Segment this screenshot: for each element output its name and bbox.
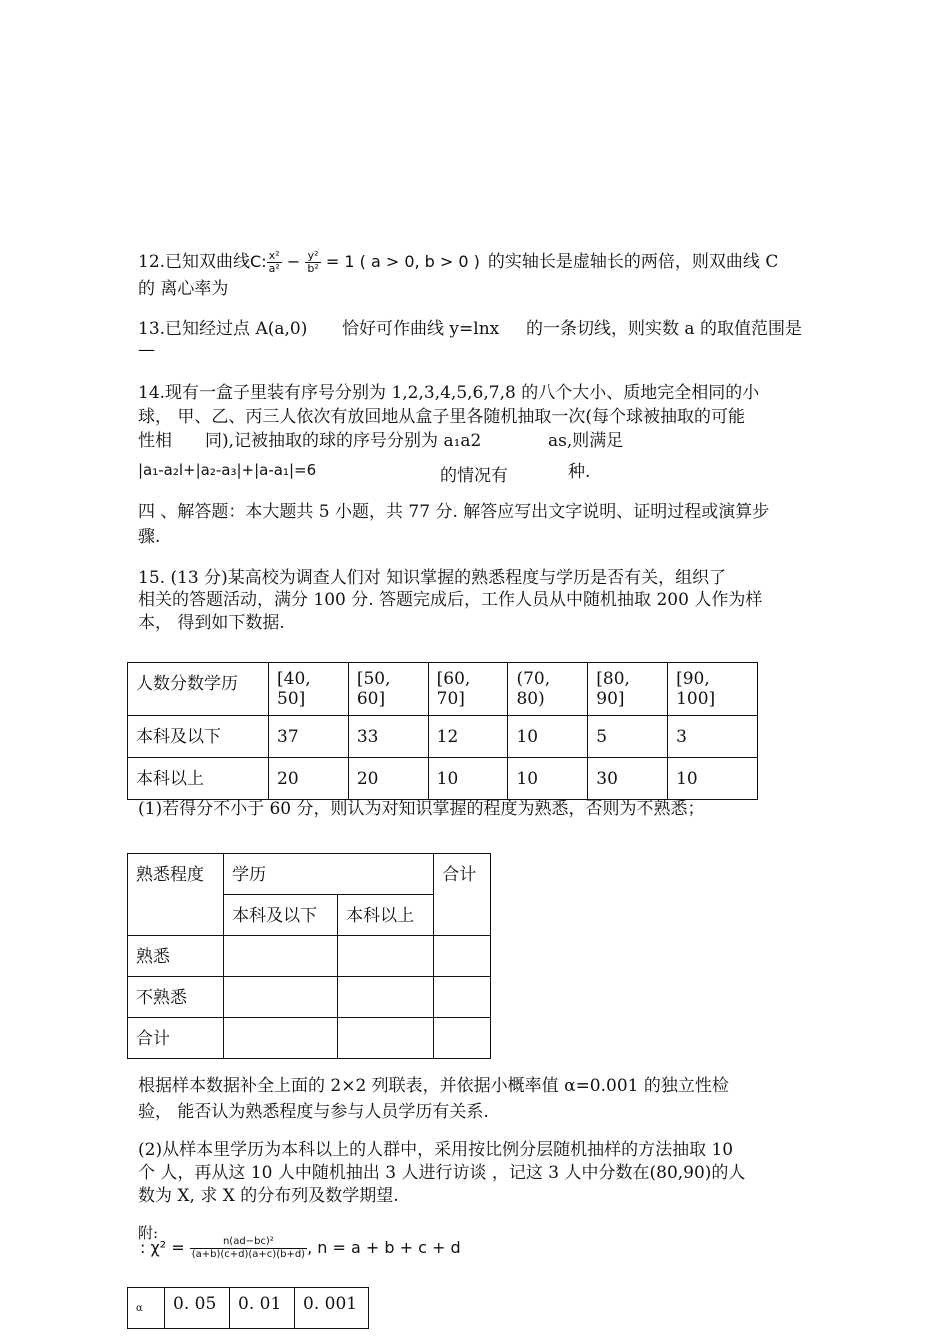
contingency-table — [127, 853, 491, 1059]
table-cell: [90, 100] — [668, 663, 758, 716]
chi-suffix: , n = a + b + c + d — [307, 1238, 461, 1257]
q13-part3: 的一条切线，则实数 a 的取值范围是 — [526, 319, 802, 339]
table-cell: 10 — [428, 758, 508, 800]
q13-blank: — — [138, 340, 155, 360]
table-cell: [80, 90] — [588, 663, 668, 716]
part2-line3: 数为 X, 求 X 的分布列及数学期望. — [138, 1186, 399, 1206]
table-cell: 0. 05 — [165, 1288, 230, 1329]
q12-line2: 的 离心率为 — [138, 279, 229, 299]
part2-line1: (2)从样本里学历为本科以上的人群中，采用按比例分层随机抽样的方法抽取 10 — [138, 1140, 734, 1160]
table-cell: 本科以上 — [128, 758, 269, 800]
table-row — [128, 663, 758, 716]
q15-line3: 本， 得到如下数据. — [138, 613, 285, 633]
table-cell: 33 — [348, 716, 428, 758]
table-cell — [224, 1018, 338, 1059]
chi-prefix: : χ² = — [140, 1238, 185, 1257]
part1-after-line1: 根据样本数据补全上面的 2×2 列联表，并依据小概率值 α=0.001 的独立性检 — [138, 1076, 729, 1096]
score-table — [127, 662, 758, 800]
part1-after-line2: 验， 能否认为熟悉程度与参与人员学历有关系. — [138, 1102, 489, 1122]
table-cell: 0. 001 — [295, 1288, 369, 1329]
table-row — [128, 1288, 369, 1329]
table-cell: 熟悉程度 — [128, 854, 224, 936]
q14-expr: |a₁-a₂l+|a₂-a₃|+|a-a₁|=6 — [138, 461, 317, 479]
table-row — [128, 716, 758, 758]
table-cell: 本科及以下 — [128, 716, 269, 758]
table-cell: 10 — [508, 758, 588, 800]
q14-line1: 14.现有一盒子里装有序号分别为 1,2,3,4,5,6,7,8 的八个大小、质地完全相同的小 — [138, 383, 760, 403]
table-cell: [50, 60] — [348, 663, 428, 716]
table-cell: 学历 — [224, 854, 434, 895]
part1-text: (1)若得分不小于 60 分，则认为对知识掌握的程度为熟悉，否则为不熟悉； — [138, 799, 705, 819]
table-cell — [224, 936, 338, 977]
table-cell — [338, 1018, 434, 1059]
table-cell: 30 — [588, 758, 668, 800]
q15-line1: 15. (13 分)某高校为调查人们对 知识掌握的熟悉程度与学历是否有关，组织了 — [138, 568, 727, 588]
table-cell: (70, 80) — [508, 663, 588, 716]
table-cell — [434, 1018, 491, 1059]
table-cell: 12 — [428, 716, 508, 758]
table-row — [128, 854, 491, 895]
table-cell: 10 — [668, 758, 758, 800]
q12-suffix: 的实轴长是虚轴长的两倍，则双曲线 C — [487, 252, 779, 272]
q15-line2: 相关的答题活动，满分 100 分. 答题完成后，工作人员从中随机抽取 200 人作为样 — [138, 590, 763, 610]
table-cell: 人数分数学历 — [128, 663, 269, 716]
table-row — [128, 936, 491, 977]
table-cell — [338, 936, 434, 977]
q14-line3c: as,则满足 — [548, 431, 624, 451]
section4-line2: 骤. — [138, 527, 161, 547]
table-cell — [434, 936, 491, 977]
table-cell: 10 — [508, 716, 588, 758]
table-cell — [434, 977, 491, 1018]
table-cell: 37 — [269, 716, 349, 758]
table-cell: 5 — [588, 716, 668, 758]
q14-unit: 种. — [568, 462, 591, 482]
q13-part1: 13.已知经过点 A(a,0) — [138, 319, 308, 339]
table-row — [128, 1018, 491, 1059]
table-cell: 本科及以下 — [224, 895, 338, 936]
table-cell: 3 — [668, 716, 758, 758]
chi-square-formula — [140, 1236, 461, 1261]
table-cell: 熟悉 — [128, 936, 224, 977]
table-cell: 合计 — [434, 854, 491, 936]
q14-line3a: 性相 — [138, 431, 172, 451]
part2-line2: 个 人，再从这 10 人中随机抽出 3 人进行访谈 ，记这 3 人中分数在(80,90)的人 — [138, 1163, 746, 1183]
table-cell: 0. 01 — [230, 1288, 295, 1329]
section4-line1: 四 、解答题：本大题共 5 小题，共 77 分. 解答应写出文字说明、证明过程或演算步 — [138, 502, 770, 522]
table-row — [128, 977, 491, 1018]
table-cell: [40, 50] — [269, 663, 349, 716]
chi-fraction: $\frac{\text{n(ad−bc)²}}{(a+b)(c+d)(a+c)(b+d)}$ — [191, 1236, 306, 1260]
q13-part2: 恰好可作曲线 y=lnx — [342, 319, 500, 339]
table-cell: 本科以上 — [338, 895, 434, 936]
table-cell — [224, 977, 338, 1018]
table-cell: [60, 70] — [428, 663, 508, 716]
q12-line1 — [138, 247, 778, 275]
q14-line3b: 同),记被抽取的球的序号分别为 a₁a2 — [205, 431, 482, 451]
table-cell: 20 — [348, 758, 428, 800]
table-cell: 不熟悉 — [128, 977, 224, 1018]
critical-value-table — [127, 1287, 369, 1329]
q14-cond: 的情况有 — [440, 466, 508, 486]
table-cell: α — [128, 1288, 165, 1329]
table-cell: 合计 — [128, 1018, 224, 1059]
table-cell — [338, 977, 434, 1018]
table-cell: 20 — [269, 758, 349, 800]
appendix-label: 附: — [138, 1224, 159, 1242]
q14-line2: 球， 甲、乙、丙三人依次有放回地从盒子里各随机抽取一次(每个球被抽取的可能 — [138, 407, 746, 427]
q12-prefix: 12.已知双曲线 — [138, 252, 251, 272]
q12-formula: C: $\frac{\text{x²}}{\text{a²}}$ − $\frac{\text{y²}}{\text{b²}}$ = 1 ( a > 0, b > 0 ) — [250, 249, 480, 275]
